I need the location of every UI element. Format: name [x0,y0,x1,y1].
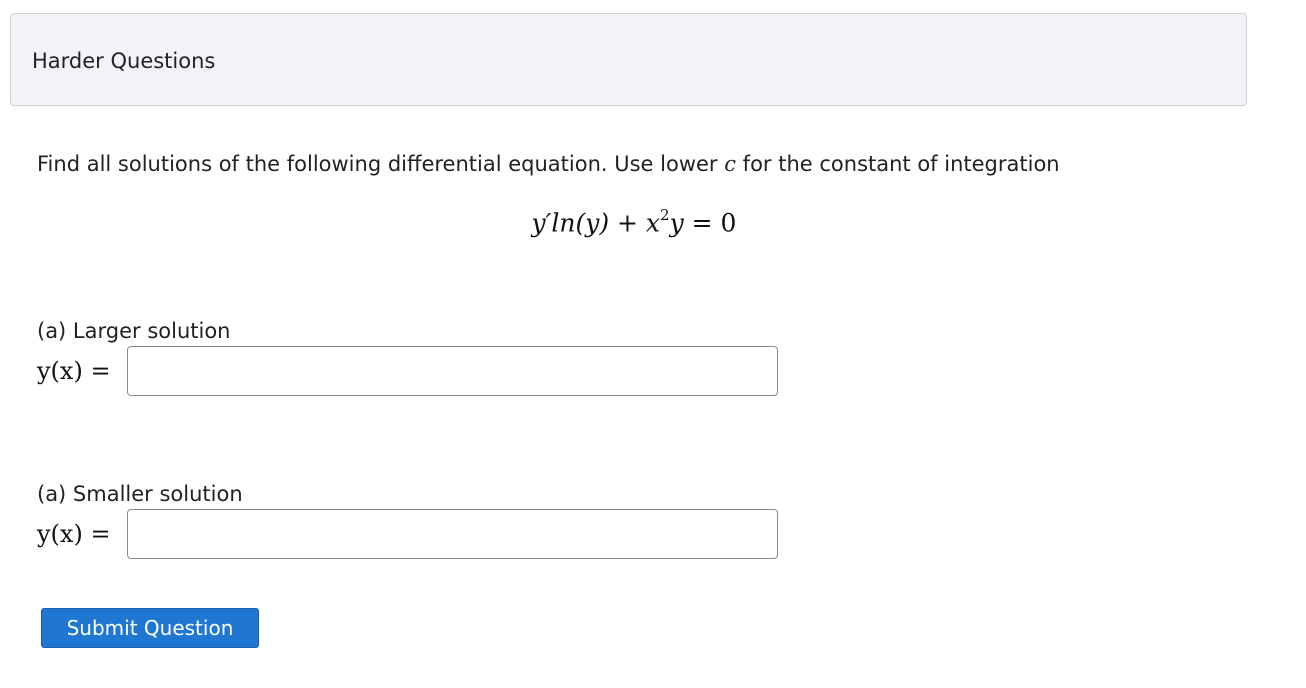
answer-row-smaller [37,508,778,560]
prompt-text-end: for the constant of integration [736,152,1060,176]
question-header [10,13,1247,106]
equation-term-1: y′ln(y) [531,208,610,238]
equation-base: x [645,208,661,238]
header-title: Harder Questions [32,49,216,73]
part-label-smaller: (a) Smaller solution [37,482,243,506]
larger-solution-input[interactable] [127,346,778,396]
equation-term-2: y [669,208,684,238]
prompt-text-start: Find all solutions of the following differential equation. Use lower [37,152,725,176]
part-label-larger: (a) Larger solution [37,319,231,343]
equation-exponent: 2 [660,206,670,224]
answer-lhs-larger: y(x) = [37,357,111,385]
answer-lhs-smaller: y(x) = [37,520,111,548]
equation-rhs: = 0 [683,208,737,238]
equation-plus: + [609,208,646,238]
prompt-constant-var: c [724,152,736,176]
differential-equation [0,200,1268,240]
question-prompt [37,150,1060,178]
answer-row-larger [37,345,778,397]
smaller-solution-input[interactable] [127,509,778,559]
submit-question-button[interactable]: Submit Question [41,608,259,648]
